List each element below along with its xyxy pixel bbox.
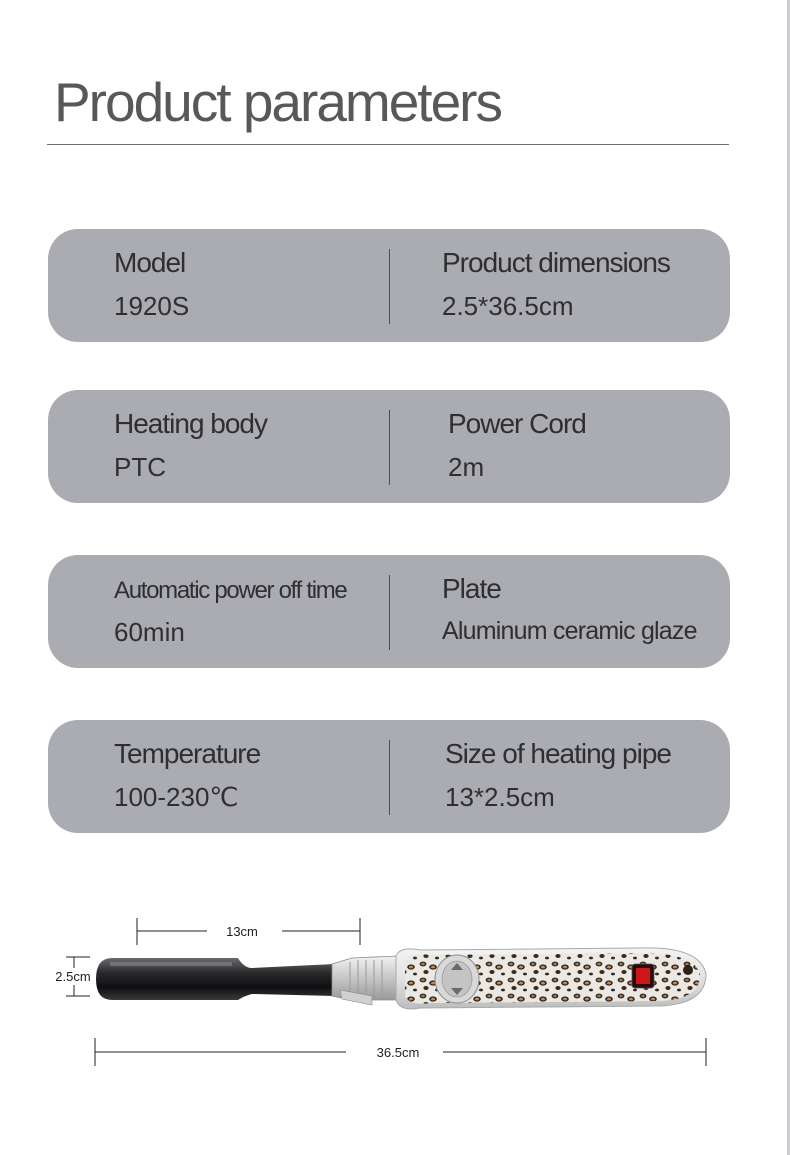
spec-label: Size of heating pipe: [445, 738, 671, 769]
curling-iron-diagram: [0, 900, 790, 1100]
page-title: Product parameters: [54, 71, 501, 133]
spec-value: PTC: [114, 452, 166, 482]
spec-divider: [389, 575, 390, 650]
barrel-length-label: 13cm: [226, 924, 258, 939]
spec-label: Plate: [442, 573, 501, 604]
spec-value: Aluminum ceramic glaze: [442, 617, 697, 645]
spec-card-model: [48, 229, 730, 342]
diameter-label: 2.5cm: [55, 969, 91, 984]
dimension-total-length: [95, 1038, 706, 1066]
total-length-label: 36.5cm: [376, 1045, 420, 1060]
spec-label: Power Cord: [448, 408, 586, 439]
spec-card-auto-off: [48, 555, 730, 668]
spec-divider: [389, 410, 390, 485]
spec-value: 2m: [448, 452, 485, 482]
curling-barrel: [96, 958, 335, 1000]
power-button-icon: [683, 965, 693, 975]
spec-label: Automatic power off time: [114, 577, 347, 604]
dimension-diameter: [52, 957, 94, 996]
temperature-control-dial: [435, 955, 479, 1003]
spec-divider: [389, 249, 390, 324]
spec-value: 2.5*36.5cm: [442, 291, 574, 321]
spec-value: 1920S: [114, 291, 190, 321]
spec-card-heating-body: [48, 390, 730, 503]
spec-label: Heating body: [114, 408, 268, 439]
spec-card-temperature: [48, 720, 730, 833]
spec-divider: [389, 740, 390, 815]
dimension-barrel-length: [137, 918, 360, 945]
spec-value: 100-230℃: [114, 782, 239, 812]
temperature-display: [632, 964, 654, 988]
title-underline: [47, 144, 729, 145]
spec-label: Product dimensions: [442, 247, 670, 278]
spec-value: 60min: [114, 617, 185, 647]
spec-value: 13*2.5cm: [445, 782, 555, 812]
spec-label: Model: [114, 247, 186, 278]
barrel-collar: [332, 956, 398, 1005]
spec-label: Temperature: [114, 738, 261, 769]
